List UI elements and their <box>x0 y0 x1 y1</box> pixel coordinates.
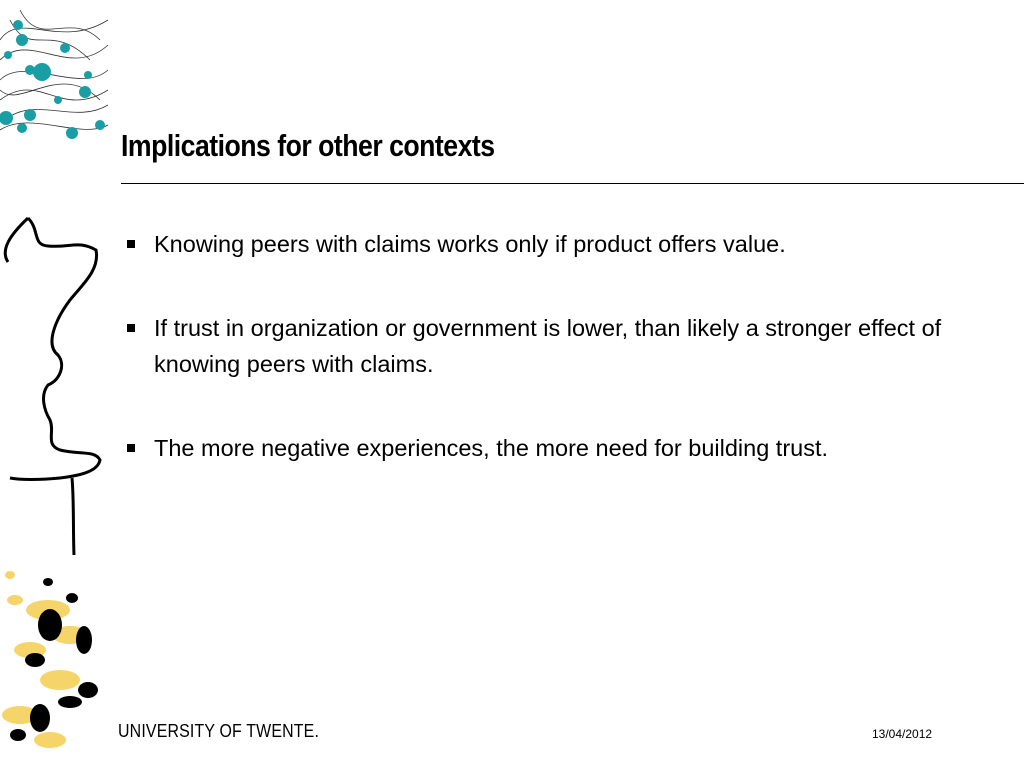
bullet-text: If trust in organization or government is lower, than likely a stronger effect of knowing peers with claims. <box>154 315 942 377</box>
bullet-text: Knowing peers with claims works only if product offers value. <box>154 231 786 257</box>
left-decoration <box>0 0 110 768</box>
yellow-black-blobs-decoration <box>2 571 98 748</box>
title-divider <box>121 183 1024 184</box>
bullet-list <box>124 226 984 514</box>
bullet-item <box>124 430 984 466</box>
bullet-text: The more negative experiences, the more need for building trust. <box>154 435 829 461</box>
slide-title: Implications for other contexts <box>121 128 495 163</box>
black-wavy-line-decoration <box>5 218 100 555</box>
university-wordmark: UNIVERSITY OF TWENTE. <box>118 720 320 741</box>
bullet-item <box>124 310 984 382</box>
square-bullet-icon <box>127 324 135 332</box>
square-bullet-icon <box>127 240 135 248</box>
slide-date: 13/04/2012 <box>872 727 933 741</box>
teal-dots-decoration <box>0 20 105 139</box>
square-bullet-icon <box>127 444 135 452</box>
bullet-item <box>124 226 984 262</box>
